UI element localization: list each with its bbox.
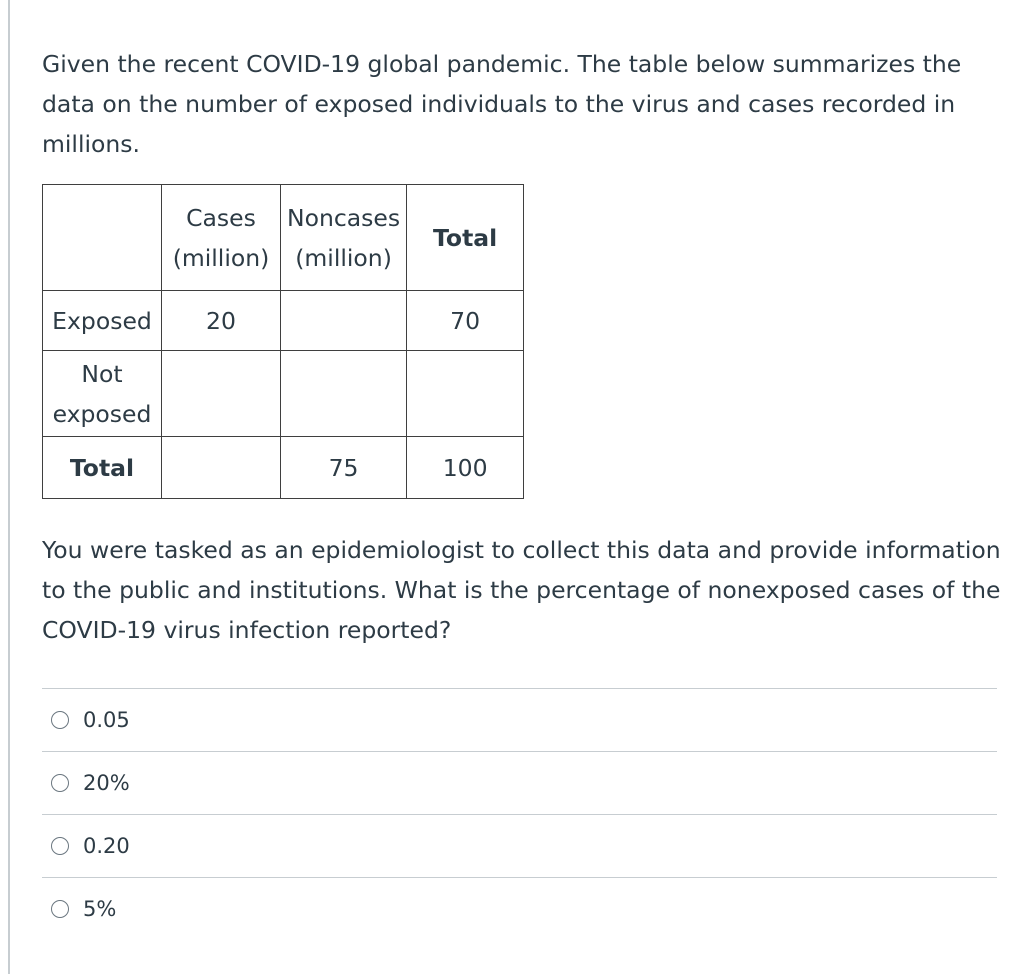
answer-option[interactable] [42, 814, 997, 877]
radio-button[interactable] [51, 774, 69, 792]
answer-option[interactable] [42, 751, 997, 814]
question-prompt [42, 530, 1012, 650]
radio-button[interactable] [51, 900, 69, 918]
header-cases [162, 185, 281, 291]
cell-total-noncases: 75 [281, 437, 407, 499]
radio-button[interactable] [51, 837, 69, 855]
row-label-total: Total [43, 437, 162, 499]
answer-label: 20% [83, 771, 130, 795]
answer-label: 0.05 [83, 708, 130, 732]
table-header-row [43, 185, 524, 291]
table-corner-cell [43, 185, 162, 291]
cell-not-exposed-cases [162, 351, 281, 437]
data-table [42, 184, 524, 499]
header-noncases-line1: Noncases [287, 203, 401, 232]
cell-total-cases [162, 437, 281, 499]
header-cases-line1: Cases [186, 203, 256, 232]
table-row [43, 351, 524, 437]
cell-exposed-noncases [281, 291, 407, 351]
header-cases-line2: (million) [172, 243, 270, 272]
radio-button[interactable] [51, 711, 69, 729]
row-label-exposed: Exposed [43, 291, 162, 351]
header-noncases [281, 185, 407, 291]
cell-exposed-total: 70 [407, 291, 524, 351]
answer-label: 0.20 [83, 834, 130, 858]
answer-label: 5% [83, 897, 117, 921]
cell-total-total: 100 [407, 437, 524, 499]
row-label-not-exposed-line2: exposed [52, 399, 152, 428]
header-noncases-line2: (million) [295, 243, 392, 272]
left-border [8, 0, 10, 974]
table-row [43, 291, 524, 351]
answer-list [42, 688, 997, 940]
table-row [43, 437, 524, 499]
header-total: Total [407, 185, 524, 291]
answer-option[interactable] [42, 877, 997, 940]
cell-not-exposed-total [407, 351, 524, 437]
row-label-not-exposed [43, 351, 162, 437]
question-prompt-text: You were tasked as an epidemiologist to collect this data and provide information to the public and institutions. What is the percentage of nonexposed cases of the COVID-19 virus infection reported? [42, 536, 1001, 644]
cell-not-exposed-noncases [281, 351, 407, 437]
answer-option[interactable] [42, 688, 997, 751]
question-intro-text: Given the recent COVID-19 global pandemic. The table below summarizes the data on the number of exposed individuals to the virus and cases recorded in millions. [42, 50, 962, 158]
question-intro [42, 44, 1002, 164]
row-label-not-exposed-line1: Not [81, 359, 123, 388]
cell-exposed-cases: 20 [162, 291, 281, 351]
